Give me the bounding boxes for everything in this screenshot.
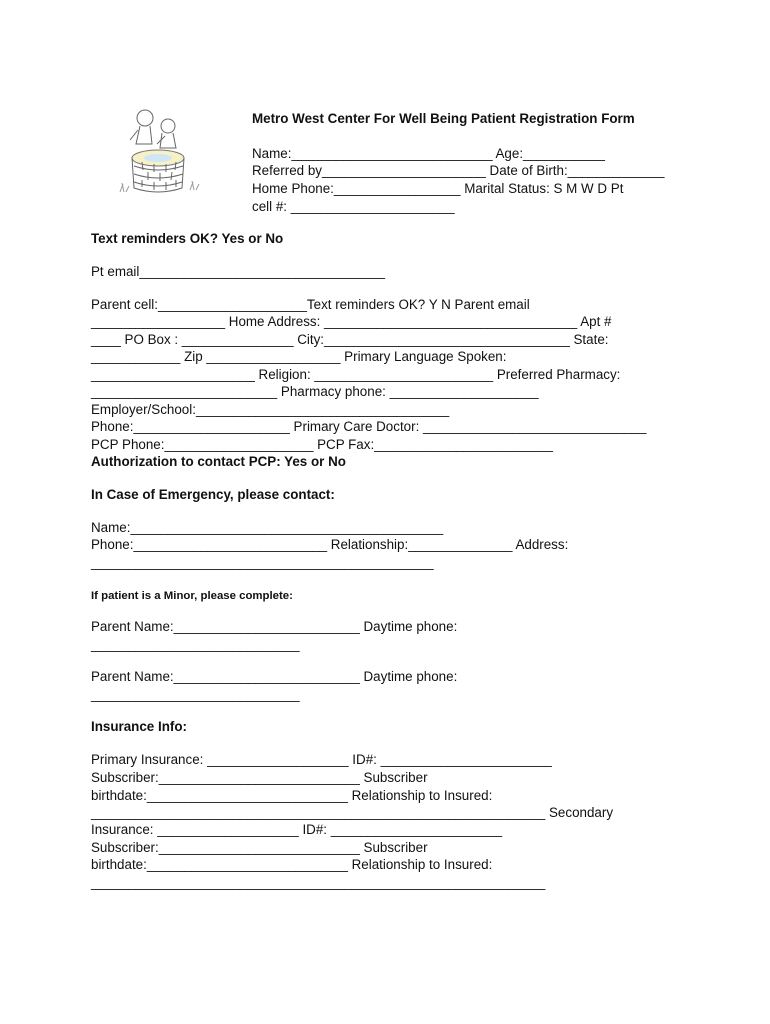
primary-subscriber-line: Subscriber:___________________________ Subscriber [91,770,428,785]
primary-insurance-line: Primary Insurance: ___________________ ID#: _______________________ [91,752,552,767]
parent-cell-line: Parent cell:____________________Text reminders OK? Y N Parent email [91,297,530,312]
parent2-phone-line: ____________________________ [91,687,300,702]
secondary-insurance-line: Insurance: ___________________ ID#: _______________________ [91,822,503,837]
emergency-heading: In Case of Emergency, please contact: [91,487,335,502]
zip-language-line: ____________ Zip __________________ Primary Language Spoken: [91,349,507,364]
minor-heading: If patient is a Minor, please complete: [91,590,293,602]
referred-dob-line: Referred by______________________ Date of Birth:_____________ [252,163,665,178]
pharmacy-phone-line: _________________________ Pharmacy phone: ____________________ [91,384,539,399]
home-phone-marital-line: Home Phone:_________________ Marital Status: S M W D Pt [252,181,624,196]
pt-email-line: Pt email_________________________________ [91,264,386,279]
parent1-name-line: Parent Name:_________________________ Daytime phone: [91,619,458,634]
child-head-right [161,119,175,133]
wishing-well-logo [110,100,210,200]
emergency-phone-line: Phone:__________________________ Relationship:______________ Address: [91,537,569,552]
authorization-line: Authorization to contact PCP: Yes or No [91,454,346,469]
secondary-birthdate-line: birthdate:___________________________ Relationship to Insured: [91,857,493,872]
primary-relationship-line: _____________________________________________________________ Secondary [91,805,614,820]
secondary-relationship-line: _____________________________________________________________ [91,875,546,890]
parent1-phone-line: ____________________________ [91,637,300,652]
emergency-name-line: Name:__________________________________________ [91,520,444,535]
form-title: Metro West Center For Well Being Patient Registration Form [252,111,635,126]
employer-line: Employer/School:__________________________________ [91,402,450,417]
text-reminders-line: Text reminders OK? Yes or No [91,231,284,246]
pcp-phone-fax-line: PCP Phone:____________________ PCP Fax:________________________ [91,437,553,452]
emergency-address-line: ______________________________________________ [91,555,434,570]
secondary-subscriber-line: Subscriber:___________________________ Subscriber [91,840,428,855]
cell-line: cell #: ______________________ [252,199,455,214]
primary-birthdate-line: birthdate:___________________________ Relationship to Insured: [91,788,493,803]
name-age-line: Name:___________________________ Age:___________ [252,146,605,161]
insurance-heading: Insurance Info: [91,719,187,734]
parent2-name-line: Parent Name:_________________________ Daytime phone: [91,669,458,684]
po-box-city-line: ____ PO Box : _______________ City:_________________________________ State: [91,332,609,347]
home-address-line: __________________ Home Address: __________________________________ Apt # [91,314,612,329]
child-head-left [137,110,153,126]
religion-pharmacy-line: ______________________ Religion: ________________________ Preferred Pharmacy: [91,367,621,382]
phone-pcp-line: Phone:_____________________ Primary Care Doctor: ______________________________ [91,419,647,434]
